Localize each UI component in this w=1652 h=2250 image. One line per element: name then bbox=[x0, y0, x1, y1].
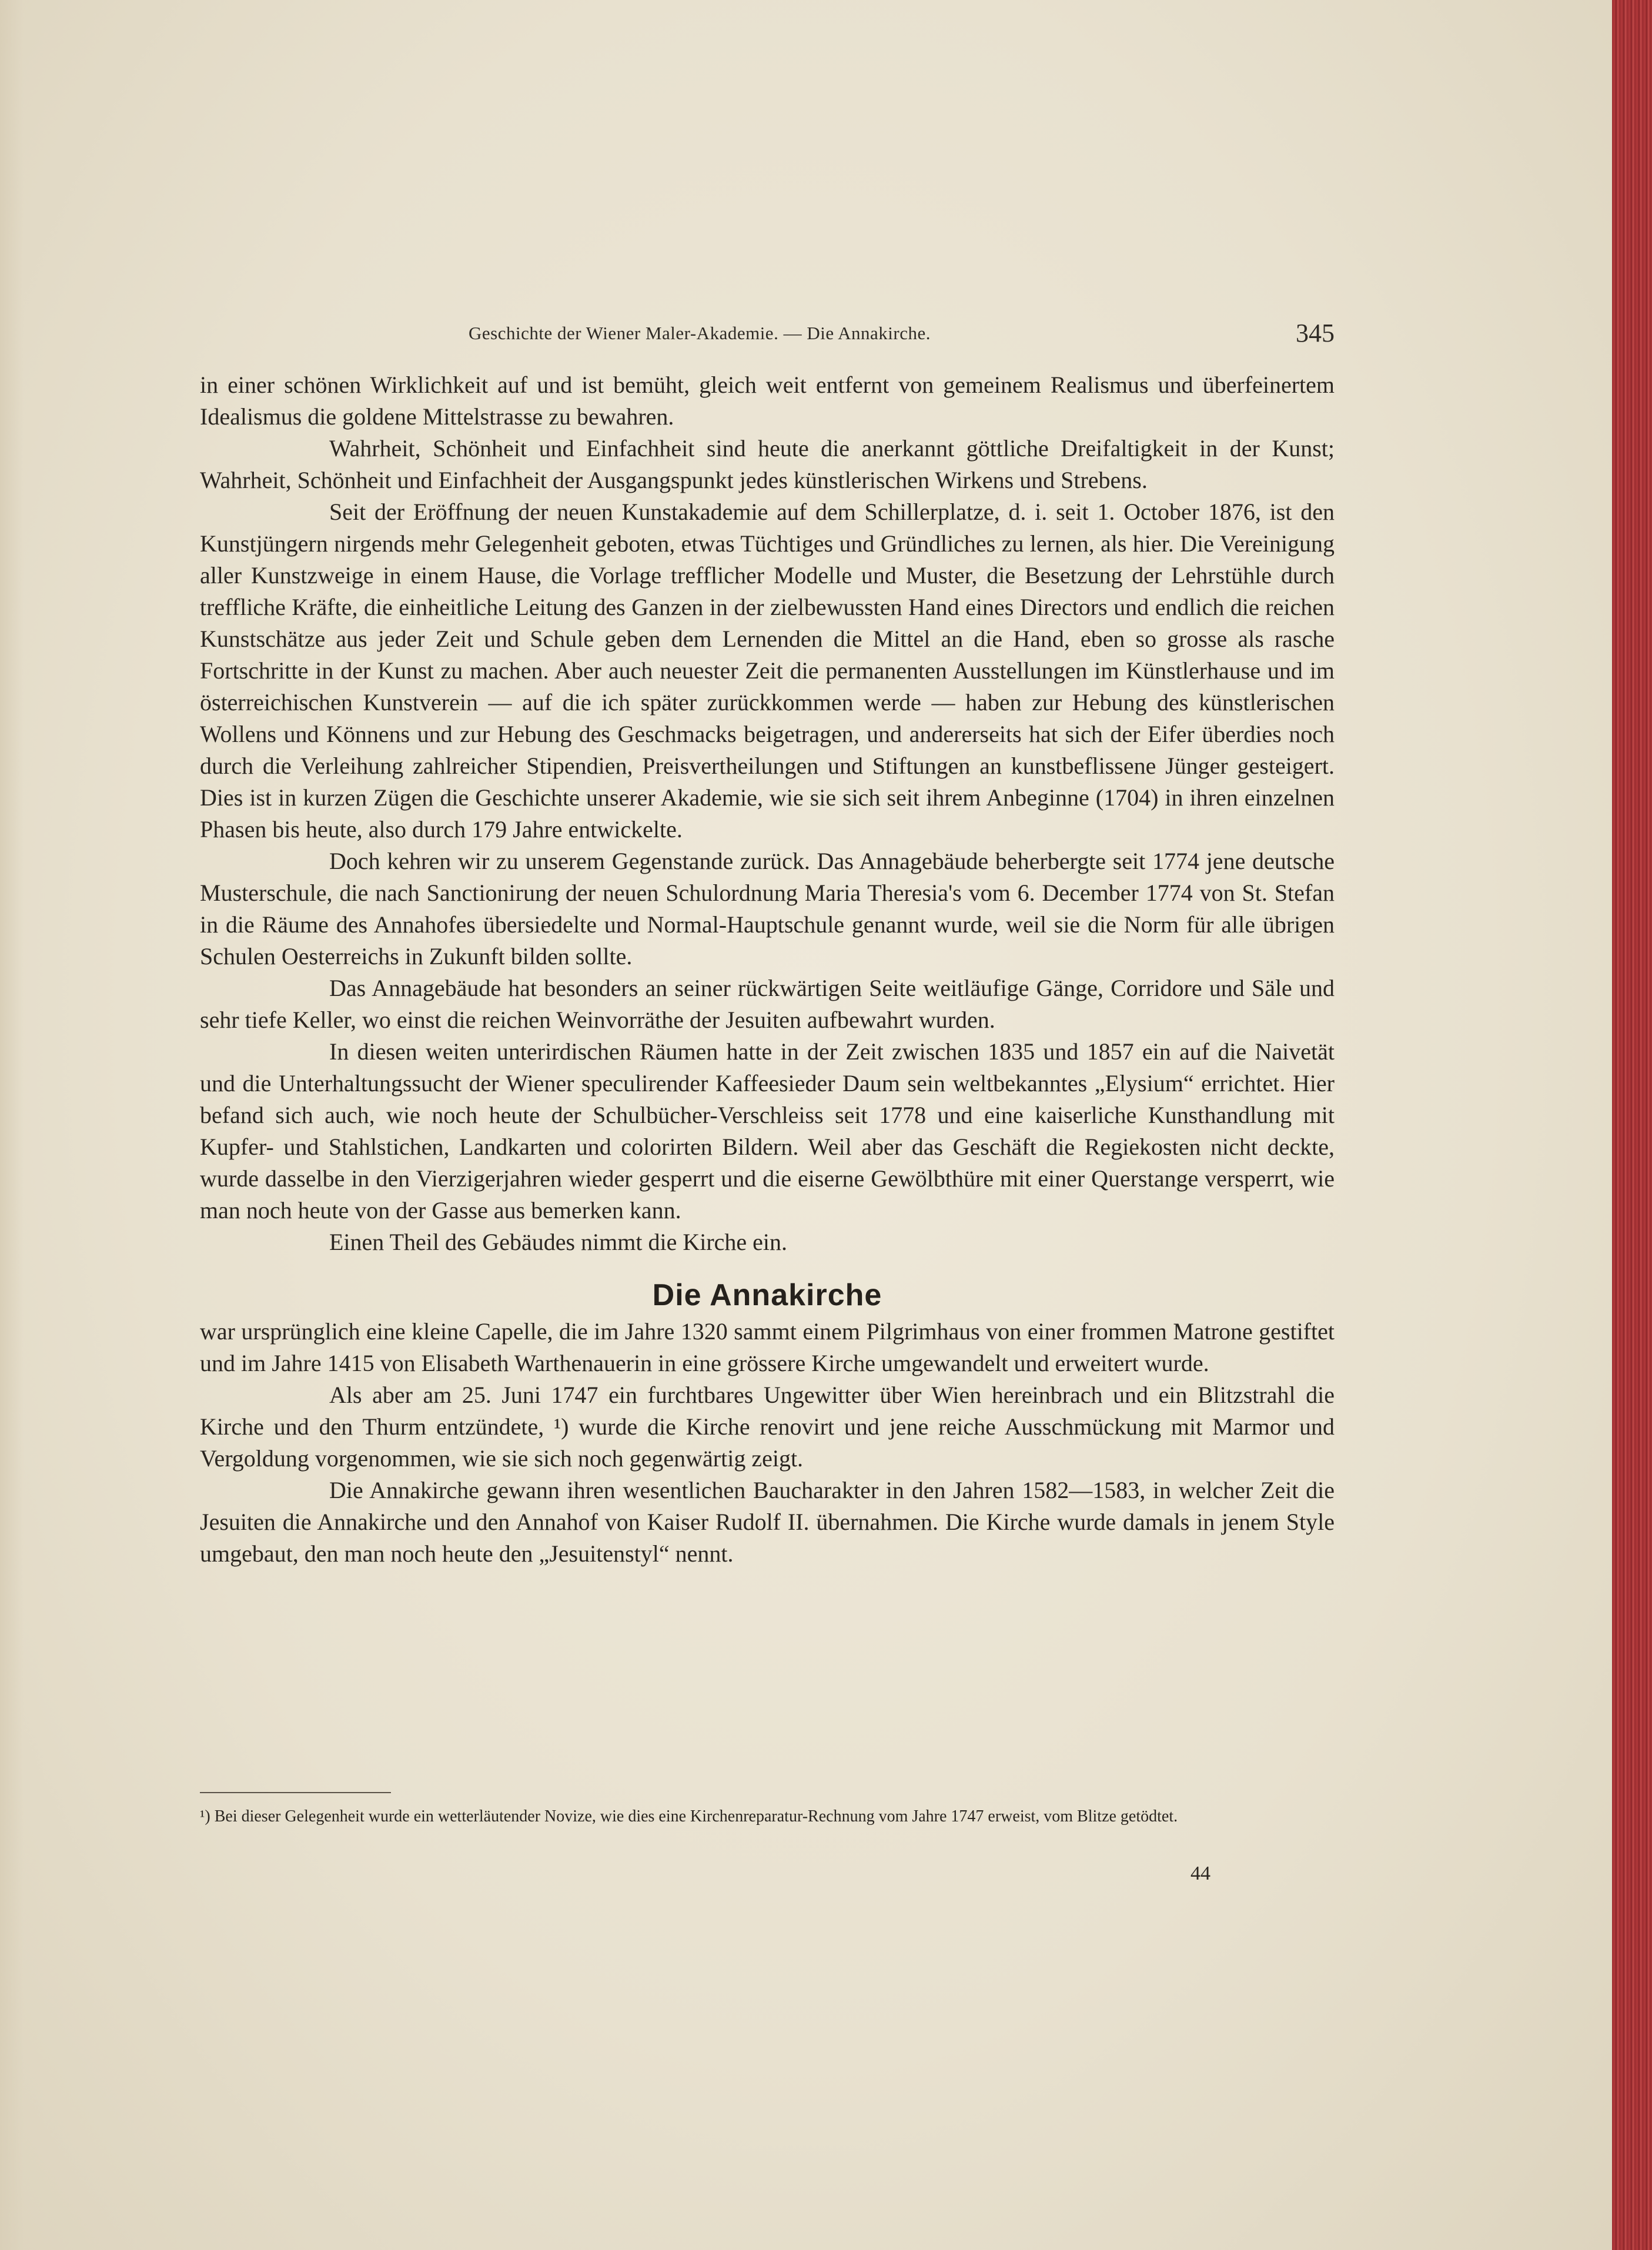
paragraph-8: war ursprünglich eine kleine Capelle, die im Jahre 1320 sammt einem Pilgrimhaus von einer frommen Matrone gestiftet und im Jahre 1415 von Elisabeth Warthenauerin in eine grössere Kirche umgewandelt und erweitert wurde. bbox=[200, 1318, 1335, 1376]
page-number: 345 bbox=[1296, 319, 1335, 347]
paragraph-5: Das Annagebäude hat besonders an seiner rückwärtigen Seite weitläufige Gänge, Corridore und Säle und sehr tiefe Keller, wo einst die reichen Weinvorräthe der Jesuiten aufbewahrt wurden. bbox=[200, 975, 1335, 1033]
paragraph-2: Wahrheit, Schönheit und Einfachheit sind heute die anerkannt göttliche Dreifaltigkeit in der Kunst; Wahrheit, Schönheit und Einfachheit der Ausgangspunkt jedes künstlerischen Wirkens und Strebens. bbox=[200, 435, 1335, 493]
page-edge-red bbox=[1612, 0, 1652, 2250]
paragraph-10: Die Annakirche gewann ihren wesentlichen Baucharakter in den Jahren 1582—1583, in welcher Zeit die Jesuiten die Annakirche und den Annahof von Kaiser Rudolf II. übernahmen. Die Kirche wurde damals in jenem Style umgebaut, den man noch heute den „Jesuitenstyl“ nennt. bbox=[200, 1477, 1335, 1567]
binding-shadow bbox=[0, 0, 24, 2250]
paragraph-6: In diesen weiten unterirdischen Räumen hatte in der Zeit zwischen 1835 und 1857 ein auf die Naivetät und die Unterhaltungssucht der Wiener speculirender Kaffeesieder Daum sein weltbekanntes „Elysium“ errichtet. Hier befand sich auch, wie noch heute der Schulbücher-Verschleiss seit 1778 und eine kaiserliche Kunsthandlung mit Kupfer- und Stahlstichen, Landkarten und colorirten Bildern. Weil aber das Geschäft die Regiekosten nicht deckte, wurde dasselbe in den Vierzigerjahren wieder gesperrt und die eiserne Gewölbthüre mit einer Querstange versperrt, wie man noch heute von der Gasse aus bemerken kann. bbox=[200, 1038, 1335, 1223]
paragraph-1: in einer schönen Wirklichkeit auf und ist bemüht, gleich weit entfernt von gemeinem Realismus und überfeinertem Idealismus die goldene Mittelstrasse zu bewahren. bbox=[200, 372, 1335, 430]
footnote-rule bbox=[200, 1792, 391, 1793]
paragraph-7: Einen Theil des Gebäudes nimmt die Kirche ein. bbox=[329, 1229, 788, 1255]
running-head: Geschichte der Wiener Maler-Akademie. — Die Annakirche. bbox=[469, 323, 931, 343]
signature-mark: 44 bbox=[1190, 1863, 1210, 1884]
section-heading: Die Annakirche bbox=[652, 1278, 882, 1312]
paragraph-3: Seit der Eröffnung der neuen Kunstakademie auf dem Schillerplatze, d. i. seit 1. October 1876, ist den Kunstjüngern nirgends mehr Gelegenheit geboten, etwas Tüchtiges und Gründliches zu lernen, als hier. Die Vereinigung aller Kunstzweige in einem Hause, die Vorlage trefflicher Modelle und Muster, die Besetzung der Lehrstühle durch treffliche Kräfte, die einheitliche Leitung des Ganzen in der zielbewussten Hand eines Directors und endlich die reichen Kunstschätze aus jeder Zeit und Schule geben dem Lernenden die Mittel an die Hand, eben so grosse als rasche Fortschritte in der Kunst zu machen. Aber auch neuester Zeit die permanenten Ausstellungen im Künstlerhause und im österreichischen Kunstverein — auf die ich später zurückkommen werde — haben zur Hebung des künstlerischen Wollens und Könnens und zur Hebung des Geschmacks beigetragen, und andererseits hat sich der Eifer überdies noch durch die Verleihung zahlreicher Stipendien, Preisvertheilungen und Stiftungen an kunstbeflissene Jünger gesteigert. Dies ist in kurzen Zügen die Geschichte unserer Akademie, wie sie sich seit ihrem Anbeginne (1704) in ihren einzelnen Phasen bis heute, also durch 179 Jahre entwickelte. bbox=[200, 499, 1335, 843]
footnote: ¹) Bei dieser Gelegenheit wurde ein wetterläutender Novize, wie dies eine Kirchenreparatur-Rechnung vom Jahre 1747 erweist, vom Blitze getödtet. bbox=[200, 1807, 1178, 1826]
paragraph-9: Als aber am 25. Juni 1747 ein furchtbares Ungewitter über Wien hereinbrach und ein Blitzstrahl die Kirche und den Thurm entzündete, ¹) wurde die Kirche renovirt und jene reiche Ausschmückung mit Marmor und Vergoldung vorgenommen, wie sie sich noch gegenwärtig zeigt. bbox=[200, 1382, 1335, 1472]
paragraph-4: Doch kehren wir zu unserem Gegenstande zurück. Das Annagebäude beherbergte seit 1774 jene deutsche Musterschule, die nach Sanctionirung der neuen Schulordnung Maria Theresia's vom 6. December 1774 von St. Stefan in die Räume des Annahofes übersiedelte und Normal-Hauptschule genannt wurde, weil sie die Norm für alle übrigen Schulen Oesterreichs in Zukunft bilden sollte. bbox=[200, 848, 1335, 969]
body-text bbox=[200, 369, 1335, 1570]
page-header bbox=[200, 315, 1335, 356]
